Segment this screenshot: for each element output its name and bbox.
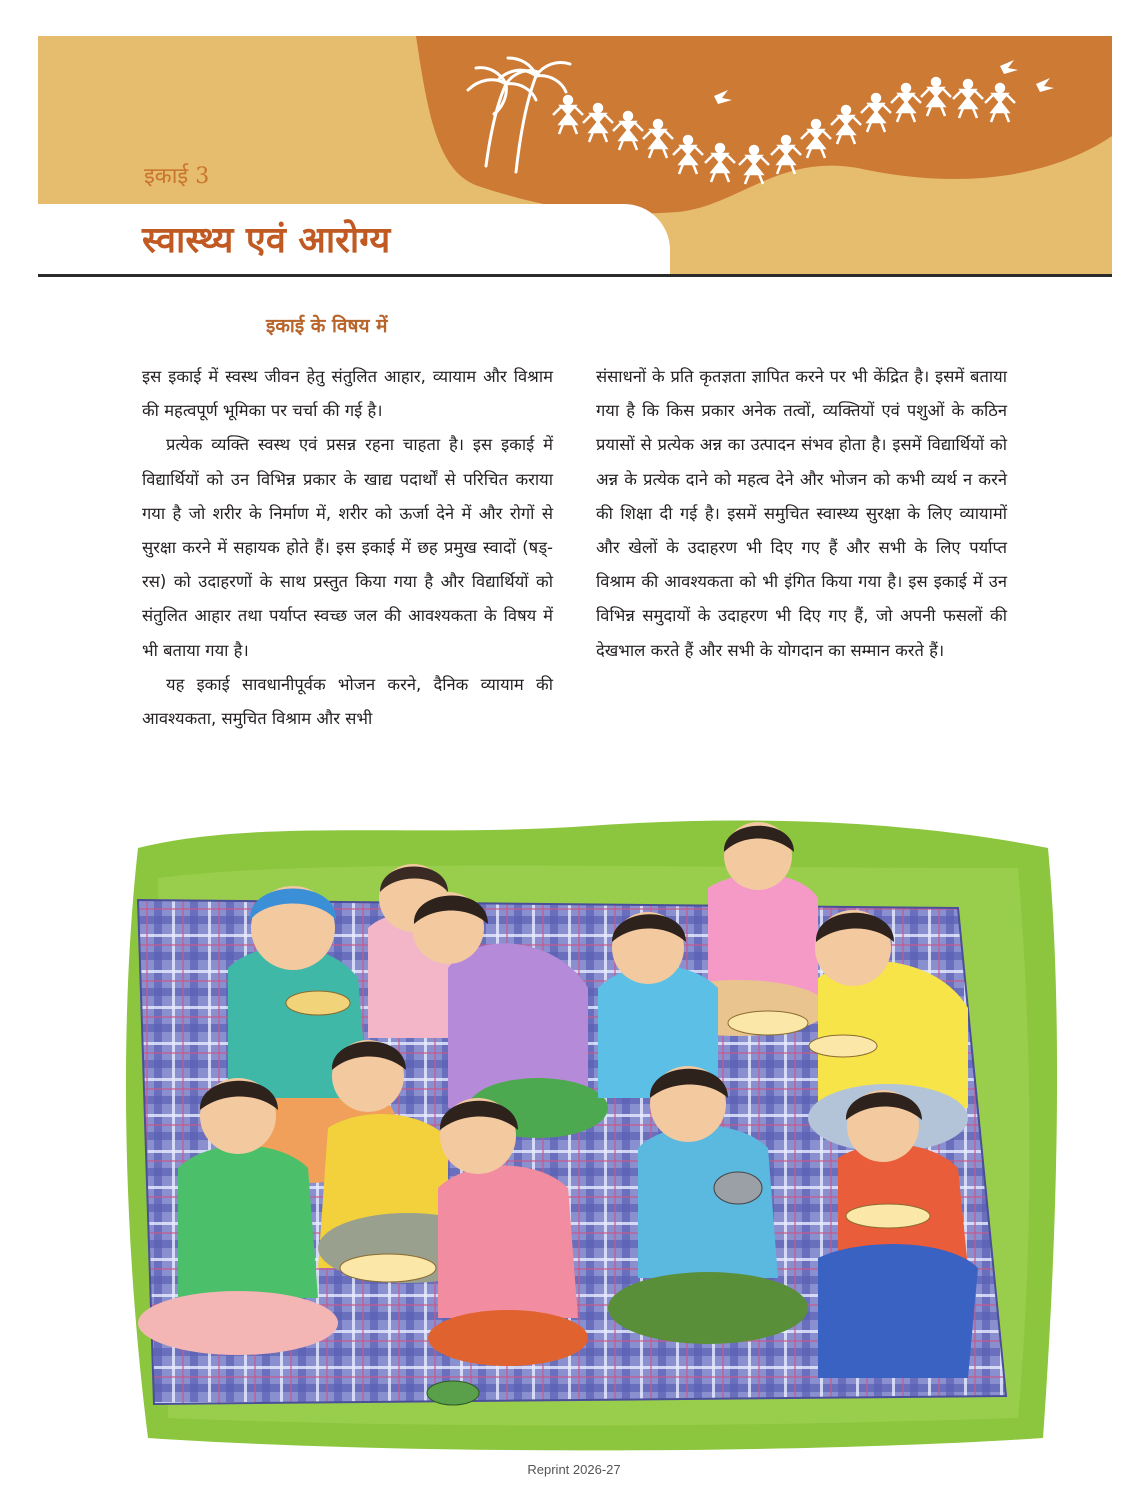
paragraph: इस इकाई में स्वस्थ जीवन हेतु संतुलित आहार, व्यायाम और विश्राम की महत्वपूर्ण भूमिका पर चर्चा की गई है। xyxy=(142,367,553,421)
chapter-header-band xyxy=(38,36,1112,276)
food-plate xyxy=(728,1011,808,1035)
food-plate xyxy=(286,991,350,1015)
text-column-left xyxy=(142,360,553,736)
reprint-footer: Reprint 2026-27 xyxy=(527,1462,621,1477)
chapter-title: स्वास्थ्य एवं आरोग्य xyxy=(142,219,391,261)
header-rule xyxy=(38,274,1112,277)
text-column-right xyxy=(596,360,1007,668)
food-bowl xyxy=(714,1172,762,1204)
paragraph: संसाधनों के प्रति कृतज्ञता ज्ञापित करने पर भी केंद्रित है। इसमें बताया गया है कि किस प्रकार अनेक तत्वों, व्यक्तियों एवं पशुओं के कठिन प्रयासों से प्रत्येक अन्न का उत्पादन संभव होता है। इसमें विद्यार्थियों को अन्न के प्रत्येक दाने को महत्व देने और भोजन को कभी व्यर्थ न करने की शिक्षा दी गई है। इसमें समुचित स्वास्थ्य सुरक्षा के लिए व्यायामों और खेलों के उदाहरण भी दिए गए हैं और सभी के लिए पर्याप्त विश्राम की आवश्यकता को भी इंगित किया गया है। इस इकाई में उन विभिन्न समुदायों के उदाहरण भी दिए गए हैं, जो अपनी फसलों की देखभाल करते हैं और सभी के योगदान का सम्मान करते हैं। xyxy=(596,367,1007,660)
unit-label: इकाई 3 xyxy=(144,164,210,189)
section-heading: इकाई के विषय में xyxy=(266,315,388,337)
paragraph: यह इकाई सावधानीपूर्वक भोजन करने, दैनिक व्यायाम की आवश्यकता, समुचित विश्राम और सभी xyxy=(142,674,553,729)
paragraph: प्रत्येक व्यक्ति स्वस्थ एवं प्रसन्न रहना चाहता है। इस इकाई में विद्यार्थियों को उन विभिन्न प्रकार के खाद्य पदार्थों से परिचित कराया गया है जो शरीर के निर्माण में, शरीर को ऊर्जा देने में और रोगों से सुरक्षा करने में सहायक होते हैं। इस इकाई में छह प्रमुख स्वादों (षड्-रस) को उदाहरणों के साथ प्रस्तुत किया गया है और विद्यार्थियों को संतुलित आहार तथा पर्याप्त स्वच्छ जल की आवश्यकता के विषय में भी बताया गया है। xyxy=(142,435,553,660)
food-plate xyxy=(340,1254,436,1282)
food-plate xyxy=(809,1035,877,1057)
food-bowl xyxy=(427,1381,479,1405)
food-plate xyxy=(846,1204,930,1228)
children-picnic-illustration xyxy=(118,808,1063,1458)
